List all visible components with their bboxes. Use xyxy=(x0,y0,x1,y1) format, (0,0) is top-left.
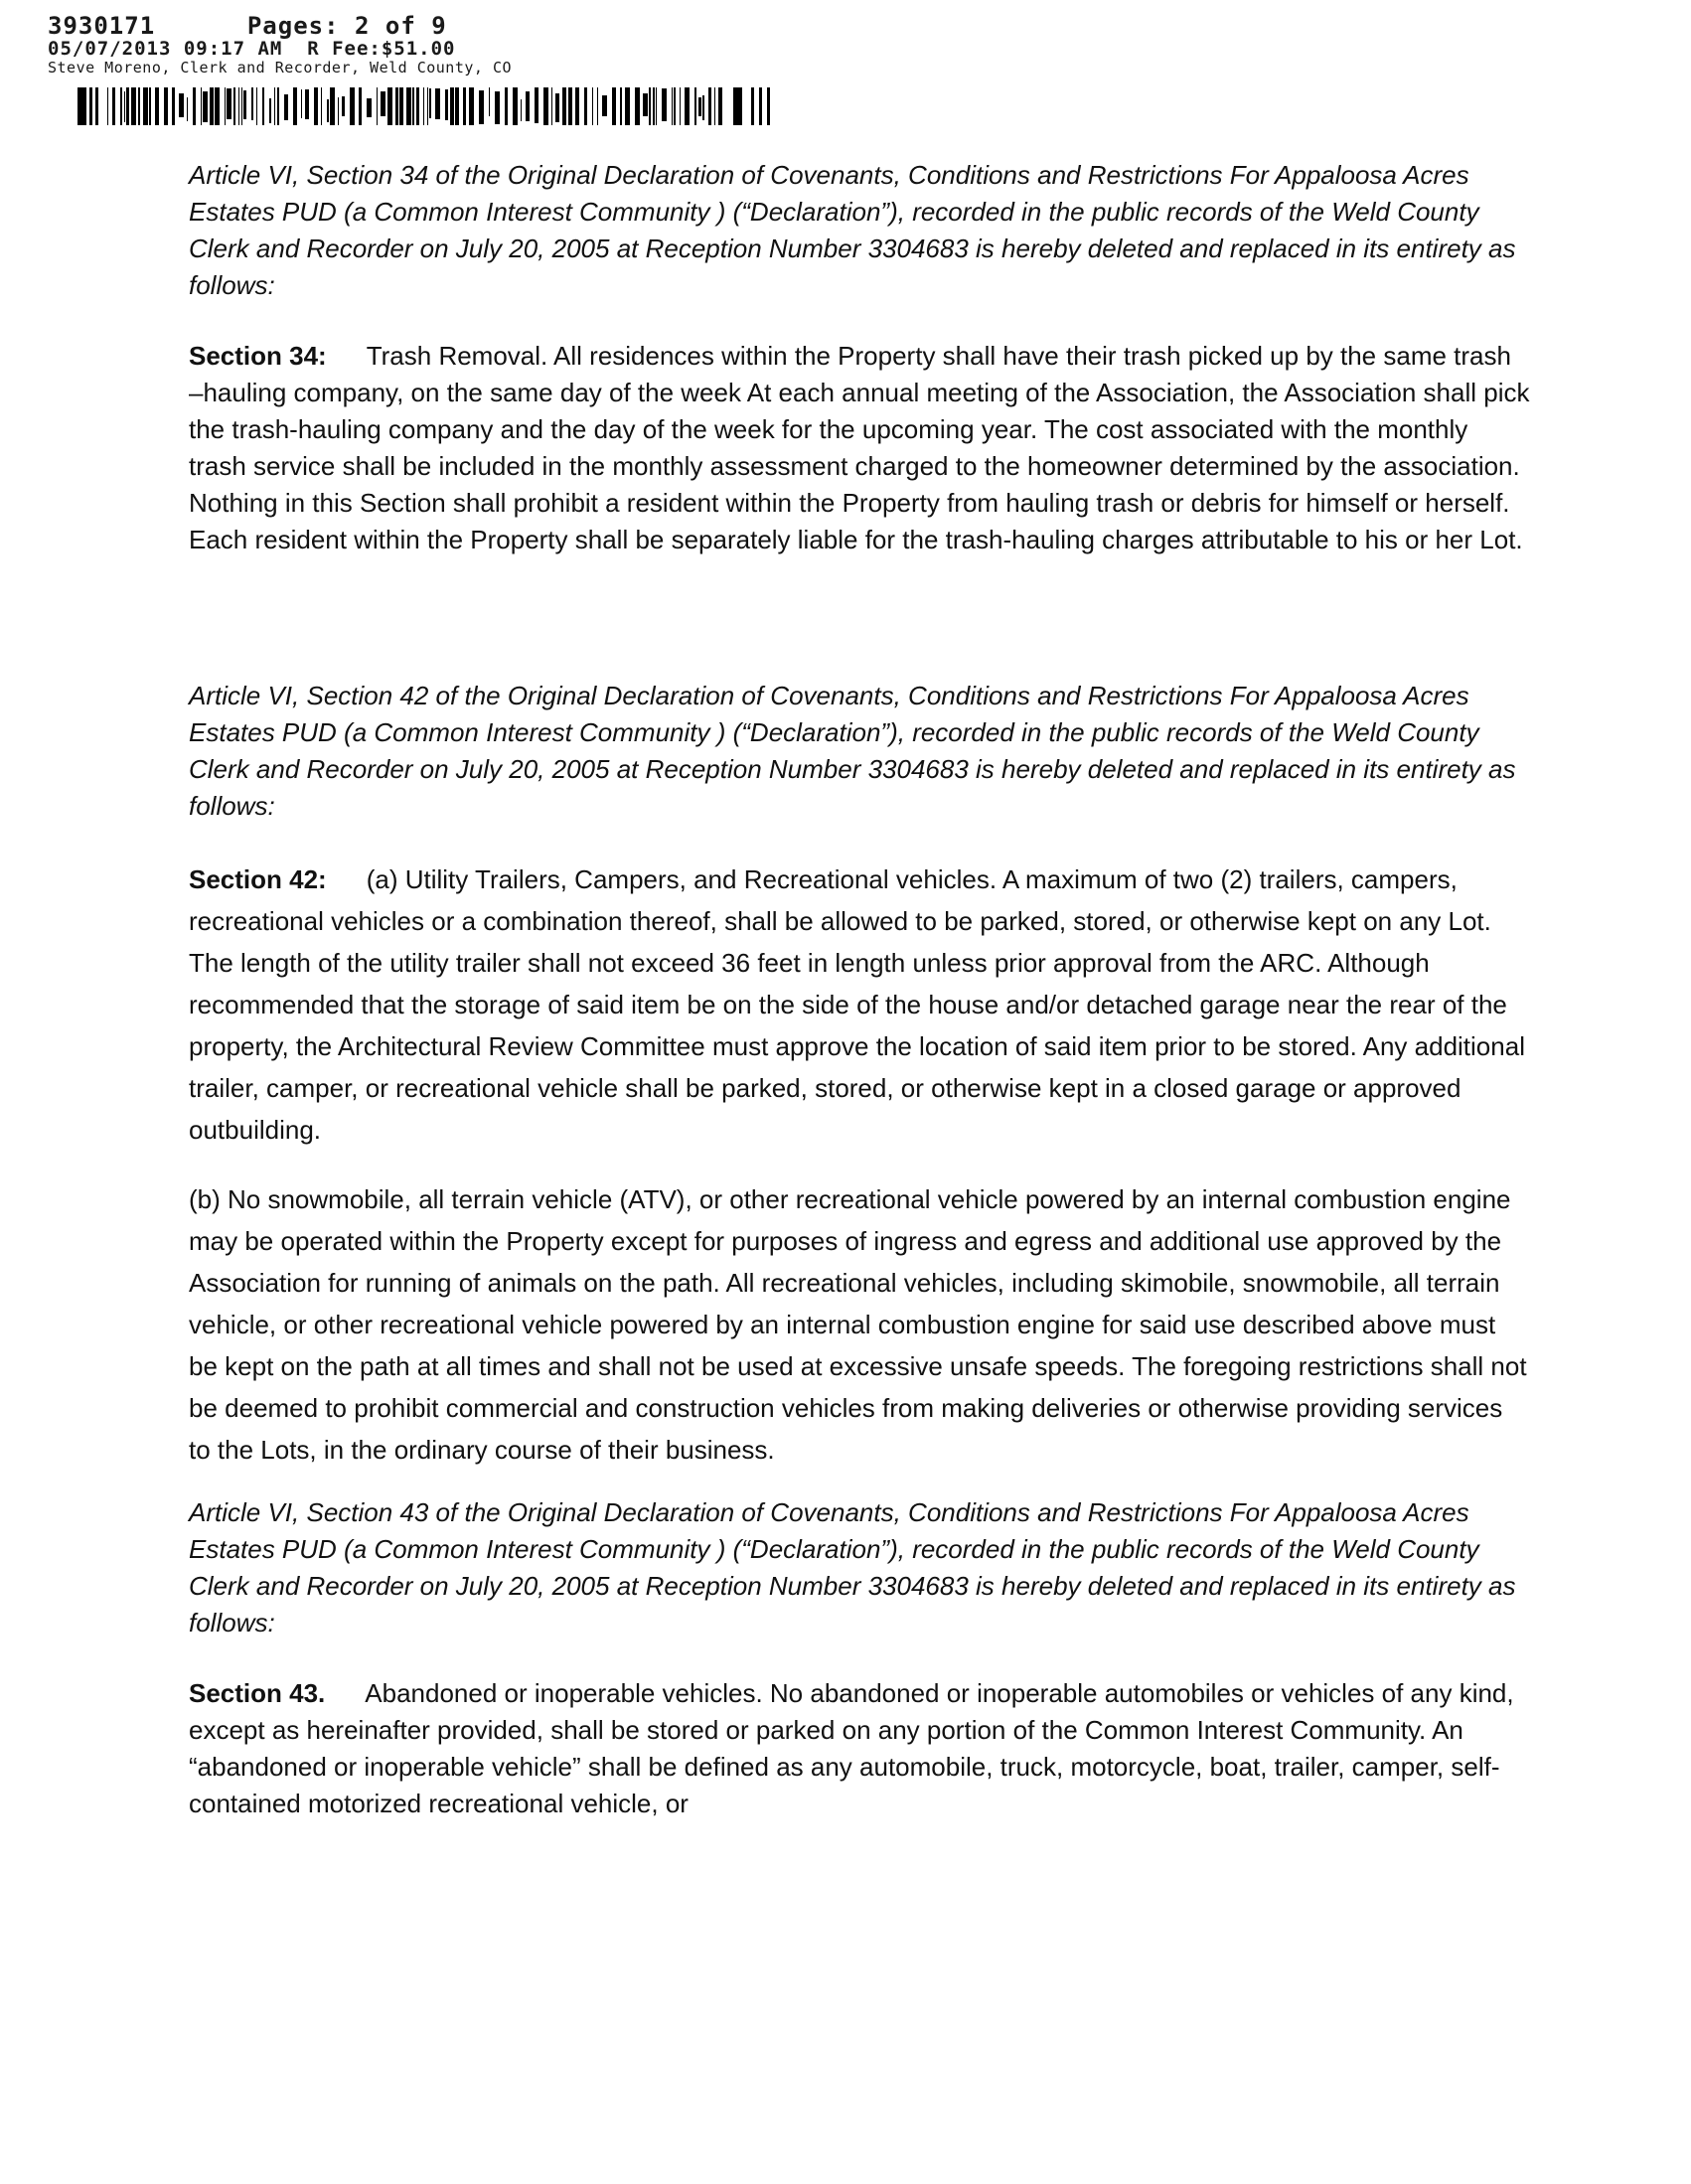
barcode-bar xyxy=(89,87,92,125)
barcode-bar xyxy=(256,87,257,125)
barcode-bar xyxy=(526,91,530,121)
barcode-bar xyxy=(210,87,214,125)
barcode-bar xyxy=(149,87,151,125)
barcode-bar xyxy=(597,87,598,125)
barcode-bar xyxy=(179,93,184,117)
document-body xyxy=(189,157,1530,1822)
barcode-bar xyxy=(513,87,518,125)
barcode-bar xyxy=(521,99,522,121)
barcode-bar xyxy=(551,87,552,125)
barcode-bar xyxy=(412,87,414,125)
reception-number: 3930171 xyxy=(48,12,156,40)
recording-barcode xyxy=(77,87,785,125)
barcode-bar xyxy=(155,87,159,125)
barcode-bar xyxy=(330,87,335,125)
barcode-bar xyxy=(450,87,454,125)
barcode-bar xyxy=(131,87,136,125)
barcode-bar xyxy=(233,87,235,125)
section-43-text: Abandoned or inoperable vehicles. No abandoned or inoperable automobiles or vehicles of any kind, except as hereinafter provided, shall be stored or parked on any portion of the Common Interest Community. An “abandoned or inoperable vehicle” shall be defined as any automobile, truck, motorcycle, boat, trailer, camper, self-contained motorized recreational vehicle, or xyxy=(189,1678,1514,1818)
barcode-bar xyxy=(733,87,742,125)
barcode-bar xyxy=(674,87,676,125)
recorder-name: Steve Moreno, Clerk and Recorder, Weld County, CO xyxy=(48,59,513,77)
barcode-bar xyxy=(685,87,690,125)
barcode-bar xyxy=(435,88,440,119)
barcode-bar xyxy=(495,91,500,124)
barcode-bar xyxy=(164,87,168,125)
barcode-bar xyxy=(698,97,701,116)
barcode-bar xyxy=(301,89,302,118)
barcode-bar xyxy=(305,89,309,119)
barcode-bar xyxy=(172,87,175,125)
barcode-bar xyxy=(395,87,398,125)
barcode-bar xyxy=(387,87,392,125)
barcode-bar xyxy=(643,93,648,116)
amendment-intro-section-42: Article VI, Section 42 of the Original Declaration of Covenants, Conditions and Restrictions For Appaloosa Acres Estates PUD (a Common Interest Community ) (“Declaration”), recorded in the public records of the Weld County Clerk and Recorder on July 20, 2005 at Reception Number 3304683 is hereby deleted and replaced in its entirety as follows: xyxy=(189,681,1516,821)
barcode-bar xyxy=(429,88,431,118)
barcode-bar xyxy=(293,87,297,125)
barcode-bar xyxy=(120,87,122,125)
barcode-bar xyxy=(708,87,711,125)
barcode-bar xyxy=(241,87,242,125)
barcode-bar xyxy=(274,87,275,125)
barcode-bar xyxy=(406,87,411,125)
section-34-paragraph xyxy=(189,338,1530,558)
barcode-bar xyxy=(126,87,129,125)
section-34-label: Section 34: xyxy=(189,341,327,371)
barcode-bar xyxy=(350,87,355,125)
barcode-bar xyxy=(584,87,587,125)
barcode-bar xyxy=(277,87,279,125)
barcode-bar xyxy=(620,87,622,125)
amendment-intro-section-34: Article VI, Section 34 of the Original Declaration of Covenants, Conditions and Restrictions For Appaloosa Acres Estates PUD (a Common Interest Community ) (“Declaration”), recorded in the public records of the Weld County Clerk and Recorder on July 20, 2005 at Reception Number 3304683 is hereby deleted and replaced in its entirety as follows: xyxy=(189,160,1516,300)
section-42-label: Section 42: xyxy=(189,864,327,894)
recording-header xyxy=(48,14,512,76)
barcode-bar xyxy=(77,87,86,125)
barcode-bar xyxy=(215,87,220,125)
barcode-bar xyxy=(327,99,329,122)
barcode-bar xyxy=(575,87,579,125)
barcode-bar xyxy=(269,98,271,123)
barcode-bar xyxy=(251,87,253,120)
barcode-bar xyxy=(680,87,681,125)
barcode-bar xyxy=(445,89,448,120)
barcode-bar xyxy=(238,87,239,125)
barcode-bar xyxy=(625,87,630,125)
barcode-bar xyxy=(107,87,108,125)
barcode-bar xyxy=(543,87,548,125)
barcode-bar xyxy=(338,97,339,125)
barcode-bar xyxy=(592,87,593,125)
barcode-bar xyxy=(124,91,125,122)
barcode-bar xyxy=(767,87,770,125)
amendment-intro-section-43: Article VI, Section 43 of the Original Declaration of Covenants, Conditions and Restrictions For Appaloosa Acres Estates PUD (a Common Interest Community ) (“Declaration”), recorded in the public records of the Weld County Clerk and Recorder on July 20, 2005 at Reception Number 3304683 is hereby deleted and replaced in its entirety as follows: xyxy=(189,1497,1516,1638)
barcode-bar xyxy=(602,95,607,116)
barcode-bar xyxy=(694,87,696,125)
barcode-bar xyxy=(555,93,559,122)
barcode-bar xyxy=(143,87,148,125)
barcode-bar xyxy=(427,87,428,125)
barcode-bar xyxy=(463,87,466,125)
barcode-bar xyxy=(416,87,419,125)
barcode-bar xyxy=(367,98,372,117)
section-42-text: (a) Utility Trailers, Campers, and Recreational vehicles. A maximum of two (2) trailers, campers, recreational vehicles or a combination thereof, shall be allowed to be parked, stored, or otherwise kept on any Lot. The length of the utility trailer shall not exceed 36 feet in length unless prior approval from the ARC. Although recommended that the storage of said item be on the side of the house and/or detached garage near the rear of the property, the Architectural Review Committee must approve the location of said item prior to be stored. Any additional trailer, camper, or recreational vehicle shall be parked, stored, or otherwise kept in a closed garage or approved outbuilding. xyxy=(189,864,1525,1145)
barcode-bar xyxy=(227,88,231,119)
barcode-bar xyxy=(381,91,385,116)
section-43-paragraph xyxy=(189,1675,1530,1822)
barcode-bar xyxy=(95,87,98,125)
barcode-bar xyxy=(702,95,704,120)
barcode-bar xyxy=(656,87,657,125)
section-42-subsection-b: (b) No snowmobile, all terrain vehicle (ATV), or other recreational vehicle powered by an internal combustion engine may be operated within the Property except for purposes of ingress and egress and additional use approved by the Association for running of animals on the path. All recreational vehicles, including skimobile, snowmobile, all terrain vehicle, or other recreational vehicle powered by an internal combustion engine for said use described above must be kept on the path at all times and shall not be used at excessive unsafe speeds. The foregoing restrictions shall not be deemed to prohibit commercial and construction vehicles from making deliveries or otherwise providing services to the Lots, in the ordinary course of their business. xyxy=(189,1184,1527,1465)
barcode-bar xyxy=(112,87,115,125)
barcode-bar xyxy=(469,87,474,125)
barcode-bar xyxy=(672,87,673,125)
barcode-bar xyxy=(759,87,762,125)
barcode-bar xyxy=(479,90,484,124)
barcode-bar xyxy=(399,87,403,125)
page-count: Pages: 2 of 9 xyxy=(246,12,447,40)
barcode-bar xyxy=(243,90,246,119)
barcode-bar xyxy=(201,87,202,125)
barcode-bar xyxy=(568,87,572,125)
recording-date-fee: 05/07/2013 09:17 AM R Fee:$51.00 xyxy=(48,38,456,60)
barcode-bar xyxy=(321,87,322,125)
barcode-bar xyxy=(714,87,715,125)
barcode-bar xyxy=(423,87,424,125)
barcode-bar xyxy=(203,91,208,122)
barcode-bar xyxy=(314,87,318,125)
section-42-paragraph xyxy=(189,858,1530,1151)
section-34-text: Trash Removal. All residences within the Property shall have their trash picked up by the same trash –hauling company, on the same day of the week At each annual meeting of the Association, the Association shall pick the trash-hauling company and the day of the week for the upcoming year. The cost associated with the monthly trash service shall be included in the monthly assessment charged to the homeowner determined by the association. Nothing in this Section shall prohibit a resident within the Property from hauling trash or debris for himself or herself. Each resident within the Property shall be separately liable for the trash-hauling charges attributable to his or her Lot. xyxy=(189,341,1530,554)
barcode-bar xyxy=(489,87,490,116)
barcode-bar xyxy=(187,97,188,121)
barcode-bar xyxy=(751,87,754,125)
barcode-bar xyxy=(718,87,722,125)
barcode-bar xyxy=(138,87,140,125)
barcode-bar xyxy=(377,87,378,125)
barcode-bar xyxy=(225,87,226,125)
barcode-bar xyxy=(635,87,640,125)
barcode-bar xyxy=(455,87,459,125)
barcode-bar xyxy=(612,87,616,125)
barcode-bar xyxy=(535,87,538,123)
barcode-bar xyxy=(342,96,345,116)
barcode-bar xyxy=(649,87,651,125)
barcode-bar xyxy=(284,94,288,120)
barcode-bar xyxy=(662,88,667,121)
barcode-bar xyxy=(653,87,655,125)
barcode-bar xyxy=(562,87,566,125)
barcode-bar xyxy=(505,87,508,125)
barcode-bar xyxy=(262,87,264,125)
barcode-bar xyxy=(359,87,362,125)
section-43-label: Section 43. xyxy=(189,1678,326,1708)
barcode-bar xyxy=(193,87,196,125)
